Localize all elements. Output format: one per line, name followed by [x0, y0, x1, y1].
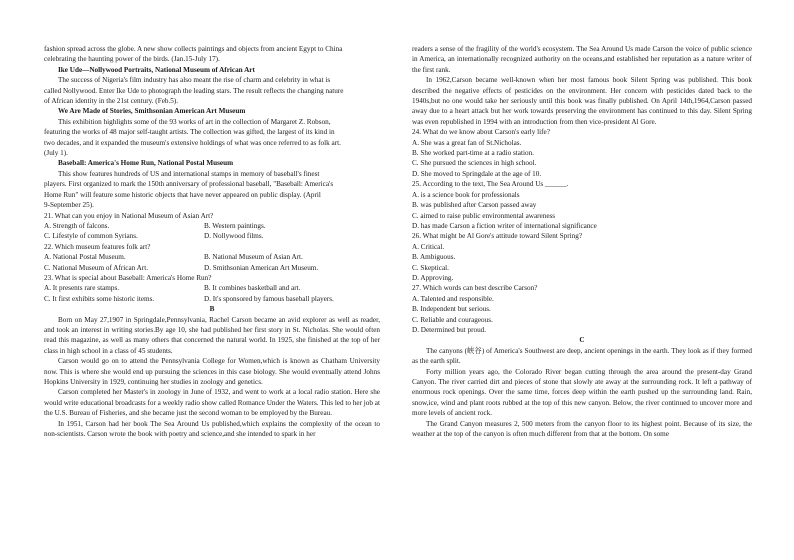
option: B. Ambiguous.	[412, 253, 456, 262]
question-23-options-row-1	[44, 283, 380, 293]
option: D. It's sponsored by famous baseball players.	[204, 294, 334, 303]
passage-b-continuation: readers a sense of the fragility of the world's ecosystem. The Sea Around Us made Carson the voice of public science in America, an internationally recognized authority on the oceans,and established her reputation as a nature writer of the first rank.	[412, 45, 752, 74]
option: A. She was a great fan of St.Nicholas.	[412, 138, 522, 147]
option: A. Critical.	[412, 242, 445, 251]
option: A. is a science book for professionals	[412, 190, 520, 199]
baseball-line-4: 9-September 25).	[44, 201, 94, 210]
option: C. Reliable and courageous.	[412, 315, 493, 324]
stories-line-4: (July 1).	[44, 149, 68, 158]
nollywood-line-2: called Nollywood. Enter Ike Ude to photograph the leading stars. The result reflects the changing nature	[44, 86, 344, 95]
stories-line-2: featuring the works of 48 major self-taught artists. The collection was gifted, the largest of its kind in	[44, 128, 335, 137]
question-25: 25. According to the text, The Sea Around Us ______.	[412, 180, 569, 189]
passage-b-paragraph-4: In 1951, Carson had her book The Sea Around Us published,which explains the complexity of the ocean to non-scientists. Carson wrote the book with poetry and science,and she intended to spark in her	[44, 419, 380, 439]
option: B. She worked part-time at a radio station.	[412, 149, 534, 158]
option: C. She pursued the sciences in high school.	[412, 159, 537, 168]
option: D. Approving.	[412, 273, 454, 282]
question-24: 24. What do we know about Carson's early life?	[412, 128, 550, 137]
option: A. National Postal Museum.	[44, 253, 126, 262]
question-21: 21. What can you enjoy in National Museum of Asian Art?	[44, 211, 214, 220]
option: B. National Museum of Asian Art.	[204, 253, 303, 262]
section-b-label: B	[209, 305, 215, 314]
option: B. Western paintings.	[204, 221, 266, 230]
passage-b-paragraph-5: In 1962,Carson became well-known when her most famous book Silent Spring was published. This book described the negative effects of pesticides on the environment. Her concern with pesticides dated back to the 1940s,but no one would take her seriously until this book was finally published. On April 14th,1964,Carson passed away due to a heart attack but her work towards preserving the environment has continued to this day. Silent Spring was even republished in 1994 with an introduction from then vice-president Al Gore.	[412, 76, 752, 126]
baseball-line-1: This show features hundreds of US and international stamps in memory of baseball's finest	[58, 169, 320, 178]
question-26: 26. What might be Al Gore's attitude toward Silent Spring?	[412, 232, 583, 241]
option: A. It presents rare stamps.	[44, 284, 120, 293]
nollywood-line-3: of African identity in the 21st century. (Feb.5).	[44, 97, 179, 106]
passage-b-paragraph-3: Carson completed her Master's in zoology in June of 1932, and went to work at a local radio station. Here she would write educational broadcasts for a weekly radio show called Romance Under the Waters. This led to her job at the U.S. Bureau of Fisheries, and she became just the second woman to be employed by the Bureau.	[44, 388, 380, 418]
option: D. Smithsonian American Art Museum.	[204, 263, 319, 272]
passage-c-paragraph-3: The Grand Canyon measures 2, 500 meters from the canyon floor to its highest point. Because of its size, the weather at the top of the canyon is often much different from that at the bottom. On some	[412, 419, 752, 439]
question-27: 27. Which words can best describe Carson?	[412, 284, 538, 293]
stories-line-1: This exhibition highlights some of the 93 works of art in the collection of Margaret Z. Robson,	[58, 117, 331, 126]
option: C. National Museum of African Art.	[44, 263, 148, 272]
stories-line-3: two decades, and it expanded the museum's extensive holdings of what was once referred to as folk art.	[44, 138, 341, 147]
question-22: 22. Which museum features folk art?	[44, 242, 151, 251]
section-c-label: C	[579, 336, 585, 345]
option: C. aimed to raise public environmental awareness	[412, 211, 556, 220]
nollywood-line-1: The success of Nigeria's film industry has also meant the rise of charm and celebrity in what is	[58, 76, 331, 85]
question-21-options-row-2	[44, 231, 380, 241]
option: C. Lifestyle of common Syrians.	[44, 232, 138, 241]
section-heading-baseball: Baseball: America's Home Run, National Postal Museum	[58, 159, 234, 168]
option: D. has made Carson a fiction writer of international significance	[412, 221, 597, 230]
option: C. Skeptical.	[412, 263, 449, 272]
option: D. She moved to Springdale at the age of 10.	[412, 169, 542, 178]
question-23-options-row-2	[44, 294, 380, 304]
option: A. Talented and responsible.	[412, 294, 494, 303]
section-heading-nollywood: Ike Ude—Nollywood Portraits, National Museum of African Art	[58, 65, 255, 74]
right-column	[412, 44, 752, 439]
question-22-options-row-1	[44, 252, 380, 262]
option: A. Strength of falcons.	[44, 221, 110, 230]
passage-c-paragraph-2: Forty million years ago, the Colorado River began cutting through the area around the present-day Grand Canyon. The river carried dirt and pieces of stone that slowly ate away at the surrounding rock. It left a pathway of enormous rock openings. Over the same time, forces deep within the earth pushed up the surrounding land. Rain, snow,ice, wind and plant roots rubbed at the top of this new canyon. Below, the river continued to uncover more and more levels of ancient rock.	[412, 367, 752, 418]
baseball-line-3: Home Run" will feature some historic objects that have never appeared on public display. (April	[44, 190, 321, 199]
passage-b-paragraph-1: Born on May 27,1907 in Springdale,Pennsylvania, Rachel Carson became an avid explorer as well as reader, and took an interest in writing stories.By age 10, she had published her first story in St. Nicholas. She would often read this magazine, as well as many others that concerned the natural world. In 1925, she finished at the top of her class in high school in a class of 45 students.	[44, 315, 380, 355]
option: B. Independent but serious.	[412, 305, 491, 314]
intro-line-2: celebrating the haunting power of the birds. (Jan.15-July 17).	[44, 55, 220, 64]
intro-line-1: fashion spread across the globe. A new show collects paintings and objects from ancient Egypt to China	[44, 45, 343, 53]
option: D. Determined but proud.	[412, 325, 487, 334]
question-23: 23. What is special about Baseball: America's Home Run?	[44, 273, 212, 282]
passage-b-paragraph-2: Carson would go on to attend the Pennsylvania College for Women,which is known as Chatham University now. This is where she would end up pursuing the sciences in this case biology. She would eventually attend Johns Hopkins University in 1929, continuing her studies in zoology and genetics.	[44, 357, 380, 386]
option: C. It first exhibits some historic items.	[44, 294, 155, 303]
option: B. was published after Carson passed away	[412, 201, 537, 210]
passage-c-paragraph-1: The canyons (峡谷) of America's Southwest are deep, ancient openings in the earth. They look as if they formed as the earth split.	[412, 346, 752, 366]
option: B. It combines basketball and art.	[204, 284, 301, 293]
option: D. Nollywood films.	[204, 232, 264, 241]
left-column	[44, 44, 380, 439]
section-heading-stories: We Are Made of Stories, Smithsonian American Art Museum	[58, 107, 246, 116]
baseball-line-2: players. First organized to mark the 150th anniversary of professional baseball, "Baseball: America's	[44, 180, 334, 189]
question-22-options-row-2	[44, 263, 380, 273]
question-21-options-row-1	[44, 221, 380, 231]
